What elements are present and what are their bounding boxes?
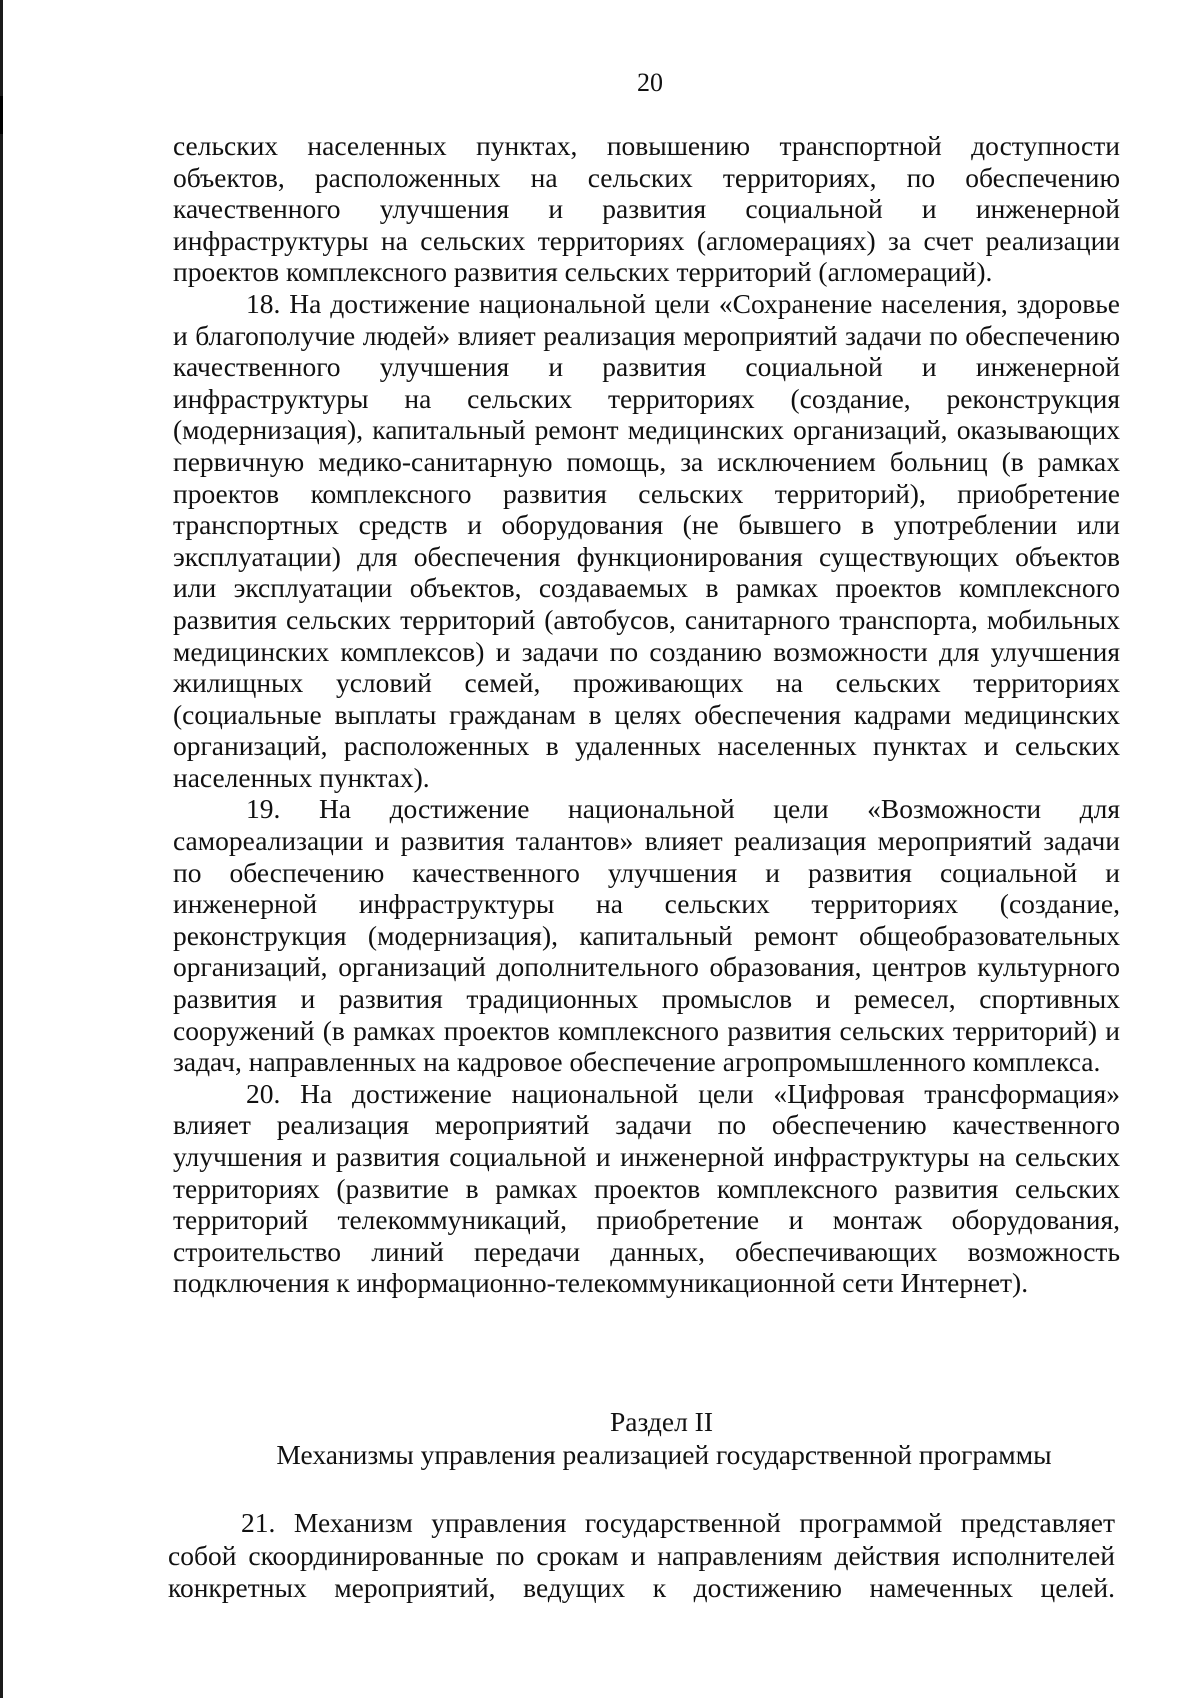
body-text	[173, 130, 1120, 1299]
paragraph-continuation: сельских населенных пунктах, повышению транспортной доступности объектов, расположенных на сельских территориях, по обеспечению качественного улучшения и развития социальной и инженерной инфраструктуры на сельских территориях (агломерациях) за счет реализации проектов комплексного развития сельских территорий (агломераций).	[173, 130, 1120, 288]
section-title: Механизмы управления реализацией государственной программы	[276, 1439, 1052, 1470]
scan-mark	[0, 96, 3, 134]
page-number: 20	[637, 68, 663, 97]
section-number: Раздел II	[610, 1406, 713, 1437]
scan-edge	[0, 0, 3, 1698]
section-heading	[173, 1405, 1120, 1471]
paragraph-19: 19. На достижение национальной цели «Возможности для самореализации и развития талантов» влияет реализация мероприятий задачи по обеспечению качественного улучшения и развития социальной и инженерной инфраструктуры на сельских территориях (создание, реконструкция (модернизация), капитальный ремонт общеобразовательных организаций, организаций дополнительного образования, центров культурного развития и развития традиционных промыслов и ремесел, спортивных сооружений (в рамках проектов комплексного развития сельских территорий) и задач, направленных на кадровое обеспечение агропромышленного комплекса.	[173, 793, 1120, 1078]
paragraph-20: 20. На достижение национальной цели «Цифровая трансформация» влияет реализация мероприятий задачи по обеспечению качественного улучшения и развития социальной и инженерной инфраструктуры на сельских территориях (развитие в рамках проектов комплексного развития сельских территорий телекоммуникаций, приобретение и монтаж оборудования, строительство линий передачи данных, обеспечивающих возможность подключения к информационно-телекоммуникационной сети Интернет).	[173, 1077, 1120, 1299]
paragraph-18: 18. На достижение национальной цели «Сохранение населения, здоровье и благополучие людей» влияет реализация мероприятий задачи по обеспечению качественного улучшения и развития социальной и инженерной инфраструктуры на сельских территориях (создание, реконструкция (модернизация), капитальный ремонт медицинских организаций, оказывающих первичную медико-санитарную помощь, за исключением больниц (в рамках проектов комплексного развития сельских территорий), приобретение транспортных средств и оборудования (не бывшего в употреблении или эксплуатации) для обеспечения функционирования существующих объектов или эксплуатации объектов, создаваемых в рамках проектов комплексного развития сельских территорий (автобусов, санитарного транспорта, мобильных медицинских комплексов) и задачи по созданию возможности для улучшения жилищных условий семей, проживающих на сельских территориях (социальные выплаты гражданам в целях обеспечения кадрами медицинских организаций, расположенных в удаленных населенных пунктах и сельских населенных пунктах).	[173, 287, 1120, 793]
paragraph-21: 21. Механизм управления государственной программой представляет собой скоординированные по срокам и направлениям действия исполнителей конкретных мероприятий, ведущих к достижению намеченных целей.	[168, 1507, 1115, 1603]
